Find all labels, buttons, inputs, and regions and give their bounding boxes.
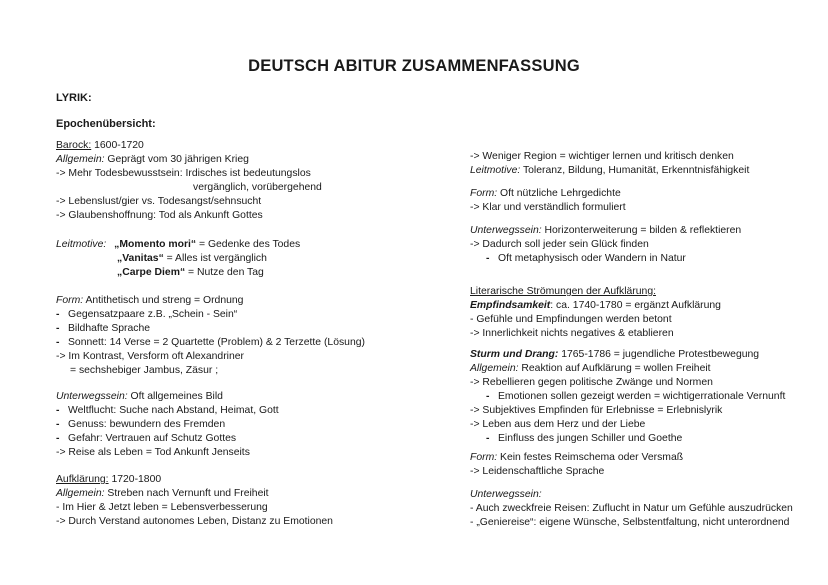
sturm-und-drang-form [470, 451, 683, 465]
bullet-dash: - [486, 253, 490, 264]
bullet-dash: - [56, 309, 60, 320]
empfindsamkeit-line-1: - Gefühle und Empfindungen werden betont [470, 314, 672, 325]
label: Allgemein: [56, 488, 105, 499]
section-heading-epochen: Epochenübersicht: [56, 118, 156, 130]
aufklaerung-title: Aufklärung: [56, 474, 109, 485]
label: Unterwegssein: [56, 391, 128, 402]
page-title: DEUTSCH ABITUR ZUSAMMENFASSUNG [248, 57, 580, 75]
aufklaerung-line-3: -> Weniger Region = wichtiger lernen und kritisch denken [470, 151, 734, 162]
barock-form-bullet-1 [56, 308, 237, 322]
label: Allgemein: [470, 363, 519, 374]
text: Gefahr: Vertrauen auf Schutz Gottes [68, 433, 237, 444]
label: Allgemein: [56, 154, 105, 165]
text: Gegensatzpaare z.B. „Schein - Sein“ [68, 309, 238, 320]
sturm-und-drang-line-3: -> Subjektives Empfinden für Erlebnisse = Erlebnislyrik [470, 405, 723, 416]
text: Kein festes Reimschema oder Versmaß [497, 452, 684, 463]
aufklaerung-unt-line-1: -> Dadurch soll jeder sein Glück finden [470, 239, 649, 250]
label: Form: [470, 452, 498, 463]
text: : ca. 1740-1780 = ergänzt Aufklärung [550, 300, 721, 311]
motiv-text: = Gedenke des Todes [196, 239, 301, 250]
aufklaerung-unterwegssein [470, 224, 741, 238]
aufklaerung-heading [56, 473, 161, 487]
aufklaerung-form [470, 187, 621, 201]
aufklaerung-allgemein [56, 487, 269, 501]
sturm-und-drang-allgemein [470, 362, 711, 376]
motiv-name: „Momento mori“ [114, 239, 197, 250]
barock-leitmotiv-1 [56, 238, 300, 252]
bullet-dash: - [56, 433, 60, 444]
barock-leitmotiv-2 [117, 252, 267, 266]
aufklaerung-line-2: -> Durch Verstand autonomes Leben, Distanz zu Emotionen [56, 516, 333, 527]
text: Toleranz, Bildung, Humanität, Erkenntnisfähigkeit [520, 165, 750, 176]
barock-line-3: -> Glaubenshoffnung: Tod als Ankunft Gottes [56, 210, 263, 221]
barock-allgemein [56, 153, 249, 167]
aufklaerung-unt-line-2 [486, 252, 686, 266]
barock-unt-bullet-3 [56, 432, 236, 446]
barock-form-bullet-2 [56, 322, 150, 336]
sturm-und-drang-line-1: -> Rebellieren gegen politische Zwänge und Normen [470, 377, 713, 388]
sturm-und-drang-line-2 [486, 390, 785, 404]
text: Oft allgemeines Bild [127, 391, 223, 402]
label: Sturm und Drang: [470, 349, 559, 360]
text: Genuss: bewundern des Fremden [68, 419, 226, 430]
bullet-dash: - [56, 323, 60, 334]
barock-title: Barock: [56, 140, 92, 151]
barock-unt-bullet-2 [56, 418, 225, 432]
label: Unterwegssein: [470, 225, 542, 236]
label: Empfindsamkeit [470, 300, 551, 311]
aufklaerung-leitmotive [470, 164, 749, 178]
sturm-und-drang-unterwegssein: Unterwegssein: [470, 489, 542, 500]
aufklaerung-years: 1720-1800 [108, 474, 162, 485]
barock-unt-bullet-1 [56, 404, 279, 418]
text: Weltflucht: Suche nach Abstand, Heimat, Gott [68, 405, 279, 416]
label: Leitmotive: [470, 165, 521, 176]
text: 1765-1786 = jugendliche Protestbewegung [558, 349, 760, 360]
barock-unterwegssein [56, 390, 223, 404]
barock-form-bullet-3 [56, 336, 365, 350]
bullet-dash: - [486, 433, 490, 444]
aufklaerung-line-1: - Im Hier & Jetzt leben = Lebensverbesserung [56, 502, 268, 513]
bullet-dash: - [56, 419, 60, 430]
text: Einfluss des jungen Schiller und Goethe [498, 433, 683, 444]
label: Leitmotive: [56, 239, 107, 250]
bullet-dash: - [56, 405, 60, 416]
empfindsamkeit-line-2: -> Innerlichkeit nichts negatives & etablieren [470, 328, 674, 339]
text: Geprägt vom 30 jährigen Krieg [104, 154, 249, 165]
barock-heading [56, 139, 144, 153]
sturm-und-drang [470, 348, 759, 362]
aufklaerung-form-line-1: -> Klar und verständlich formuliert [470, 202, 626, 213]
text: Antithetisch und streng = Ordnung [83, 295, 244, 306]
bullet-dash: - [56, 337, 60, 348]
stroemungen-heading: Literarische Strömungen der Aufklärung: [470, 286, 656, 297]
sturm-und-drang-form-line-1: -> Leidenschaftliche Sprache [470, 466, 605, 477]
text: Streben nach Vernunft und Freiheit [104, 488, 269, 499]
text: Oft metaphysisch oder Wandern in Natur [498, 253, 686, 264]
barock-years: 1600-1720 [91, 140, 144, 151]
section-heading-lyrik: LYRIK: [56, 92, 92, 104]
bullet-dash: - [486, 391, 490, 402]
text: Bildhafte Sprache [68, 323, 151, 334]
barock-leitmotiv-3 [117, 266, 264, 280]
empfindsamkeit [470, 299, 721, 313]
sturm-und-drang-unt-line-1: - Auch zweckfreie Reisen: Zuflucht in Natur um Gefühle auszudrücken [470, 503, 793, 514]
barock-line-1: -> Mehr Todesbewusstsein: Irdisches ist bedeutungslos [56, 168, 311, 179]
sturm-und-drang-unt-line-2: - „Geniereise“: eigene Wünsche, Selbstentfaltung, nicht unterordnend [470, 517, 790, 528]
motiv-name: „Carpe Diem“ [117, 267, 186, 278]
text: Sonnett: 14 Verse = 2 Quartette (Problem) & 2 Terzette (Lösung) [68, 337, 365, 348]
motiv-text: = Nutze den Tag [185, 267, 264, 278]
motiv-name: „Vanitas“ [117, 253, 164, 264]
barock-form-line-5: = sechshebiger Jambus, Zäsur ; [70, 365, 219, 376]
barock-line-2: -> Lebenslust/gier vs. Todesangst/sehnsucht [56, 196, 262, 207]
text: Oft nützliche Lehrgedichte [497, 188, 621, 199]
motiv-text: = Alles ist vergänglich [163, 253, 267, 264]
text: Emotionen sollen gezeigt werden = wichtigerrationale Vernunft [498, 391, 786, 402]
sturm-und-drang-line-5 [486, 432, 682, 446]
sturm-und-drang-line-4: -> Leben aus dem Herz und der Liebe [470, 419, 646, 430]
barock-form [56, 294, 243, 308]
text: Horizonterweiterung = bilden & reflektieren [541, 225, 742, 236]
label: Form: [470, 188, 498, 199]
label: Form: [56, 295, 84, 306]
barock-form-line-4: -> Im Kontrast, Versform oft Alexandriner [56, 351, 244, 362]
barock-unt-line-4: -> Reise als Leben = Tod Ankunft Jenseits [56, 447, 250, 458]
text: Reaktion auf Aufklärung = wollen Freiheit [518, 363, 711, 374]
barock-line-1b: vergänglich, vorübergehend [193, 182, 322, 193]
